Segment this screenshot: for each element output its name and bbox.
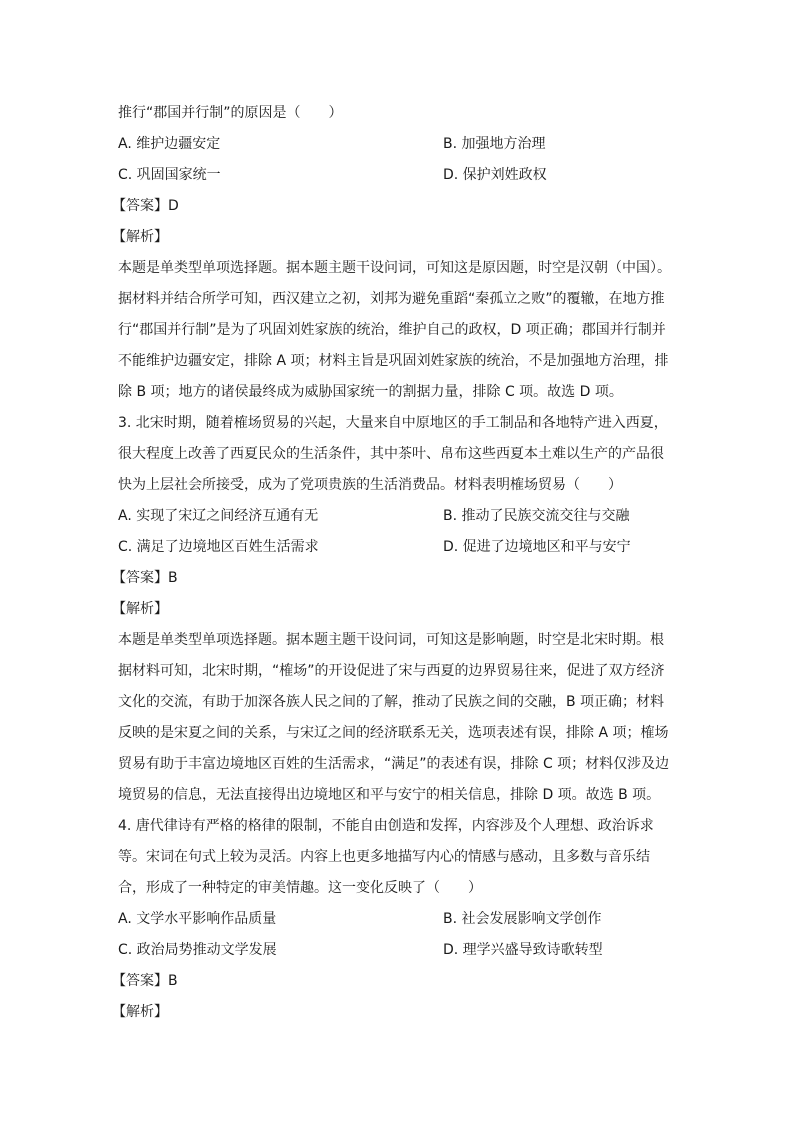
q3-option-c[interactable]: C. 满足了边境地区百姓生活需求 xyxy=(118,539,319,555)
q3-analysis-line: 反映的是宋夏之间的关系，与宋辽之间的经济联系无关，选项表述有误，排除 A 项；榷场 xyxy=(118,725,669,741)
q4-stem-line: 4. 唐代律诗有严格的格律的限制，不能自由创造和发挥，内容涉及个人理想、政治诉求 xyxy=(118,818,654,834)
q3-analysis-line: 贸易有助于丰富边境地区百姓的生活需求，“满足”的表述有误，排除 C 项；材料仅涉及边 xyxy=(118,756,670,772)
q3-option-d[interactable]: D. 促进了边境地区和平与安宁 xyxy=(443,539,631,555)
q4-stem-line: 等。宋词在句式上较为灵活。内容上也更多地描写内心的情感与感动，且多数与音乐结 xyxy=(118,849,650,865)
q4-option-b[interactable]: B. 社会发展影响文学创作 xyxy=(443,911,602,927)
q3-stem-line: 很大程度上改善了西夏民众的生活条件，其中茶叶、帛布这些西夏本土难以生产的产品很 xyxy=(118,446,664,462)
q2-analysis-line: 行“郡国并行制”是为了巩固刘姓家族的统治，维护自己的政权，D 项正确；郡国并行制并 xyxy=(118,322,666,338)
q3-analysis-label: 【解析】 xyxy=(112,601,168,617)
q3-options-row-2 xyxy=(118,532,678,563)
q2-option-b[interactable]: B. 加强地方治理 xyxy=(443,136,546,152)
q3-analysis-line: 文化的交流，有助于加深各族人民之间的了解，推动了民族之间的交融，B 项正确；材料 xyxy=(118,694,665,710)
q3-analysis-line: 境贸易的信息，无法直接得出边境地区和平与安宁的相关信息，排除 D 项。故选 B 项。 xyxy=(118,787,661,803)
q3-option-b[interactable]: B. 推动了民族交流交往与交融 xyxy=(443,508,630,524)
document-content xyxy=(112,98,678,1028)
q4-options-row-1 xyxy=(118,904,678,935)
q2-stem-end: 推行“郡国并行制”的原因是（ ） xyxy=(118,105,343,121)
q4-answer: 【答案】B xyxy=(112,973,178,989)
q3-answer: 【答案】B xyxy=(112,570,178,586)
q3-stem-line: 3. 北宋时期，随着榷场贸易的兴起，大量来自中原地区的手工制品和各地特产进入西夏， xyxy=(118,415,668,431)
q4-options-row-2 xyxy=(118,935,678,966)
q3-options-row-1 xyxy=(118,501,678,532)
q3-stem-line: 快为上层社会所接受，成为了党项贵族的生活消费品。材料表明榷场贸易（ ） xyxy=(118,477,622,493)
q2-option-a[interactable]: A. 维护边疆安定 xyxy=(118,136,221,152)
q4-option-a[interactable]: A. 文学水平影响作品质量 xyxy=(118,911,277,927)
q3-option-a[interactable]: A. 实现了宋辽之间经济互通有无 xyxy=(118,508,319,524)
q4-analysis-label: 【解析】 xyxy=(112,1004,168,1020)
q2-options-row-2 xyxy=(118,160,678,191)
q2-analysis-line: 不能维护边疆安定，排除 A 项；材料主旨是巩固刘姓家族的统治，不是加强地方治理，排 xyxy=(118,353,669,369)
q2-answer: 【答案】D xyxy=(112,198,179,214)
q2-option-c[interactable]: C. 巩固国家统一 xyxy=(118,167,221,183)
q4-option-d[interactable]: D. 理学兴盛导致诗歌转型 xyxy=(443,942,603,958)
q4-option-c[interactable]: C. 政治局势推动文学发展 xyxy=(118,942,277,958)
q2-options-row-1 xyxy=(118,129,678,160)
q3-analysis-line: 据材料可知，北宋时期，“榷场”的开设促进了宋与西夏的边界贸易往来，促进了双方经济 xyxy=(118,663,665,679)
q2-analysis-line: 除 B 项；地方的诸侯最终成为威胁国家统一的割据力量，排除 C 项。故选 D 项。 xyxy=(118,384,623,400)
q4-stem-line: 合，形成了一种特定的审美情趣。这一变化反映了（ ） xyxy=(118,880,482,896)
q2-analysis-label: 【解析】 xyxy=(112,229,168,245)
q2-analysis-line: 据材料并结合所学可知，西汉建立之初，刘邦为避免重蹈“秦孤立之败”的覆辙，在地方推 xyxy=(118,291,665,307)
q3-analysis-line: 本题是单类型单项选择题。据本题主题干设问词，可知这是影响题，时空是北宋时期。根 xyxy=(118,632,664,648)
q2-option-d[interactable]: D. 保护刘姓政权 xyxy=(443,167,547,183)
q2-analysis-line: 本题是单类型单项选择题。据本题主题干设问词，可知这是原因题，时空是汉朝（中国）。 xyxy=(118,260,671,276)
